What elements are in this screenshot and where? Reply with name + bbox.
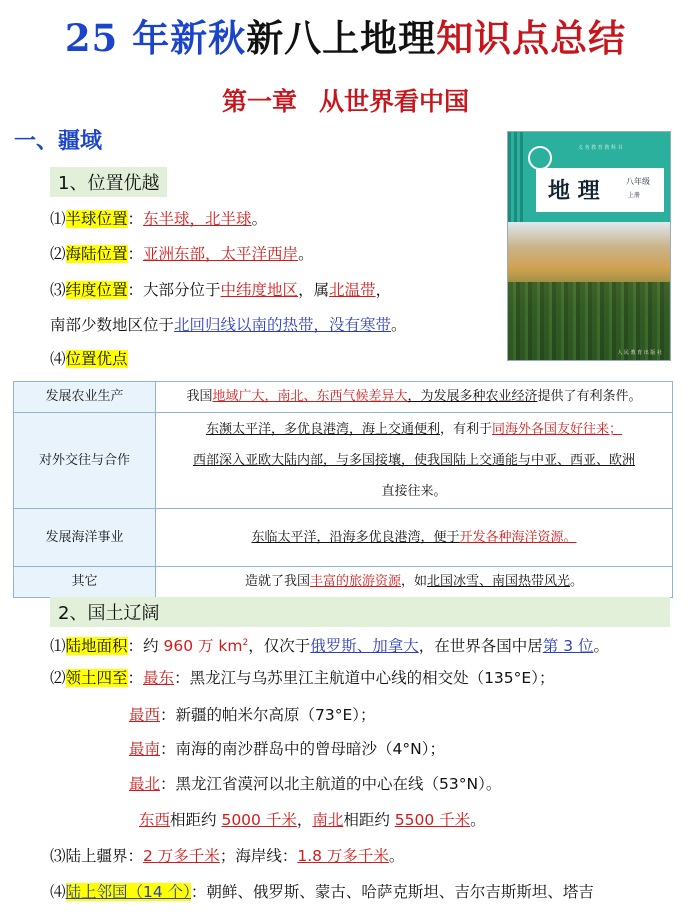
item-northmost: 最北：黑龙江省漠河以北主航道的中心在线（53°N）。 — [129, 775, 502, 793]
item-advantages: ⑷位置优点 — [50, 350, 128, 368]
item-extremes: ⑵领土四至：最东：黑龙江与乌苏里江主航道中心线的相交处（135°E）； — [50, 669, 555, 687]
value-hemisphere: 东半球，北半球 — [143, 210, 252, 228]
key-advantages: 位置优点 — [65, 350, 128, 368]
title-part-1: 25 年新秋 — [64, 16, 247, 60]
book-title: 地 理 — [548, 178, 600, 204]
document-title — [0, 8, 691, 62]
item-hemisphere: ⑴半球位置：东半球，北半球。 — [50, 210, 268, 228]
table-row: 发展海洋事业 东临太平洋，沿海多优良港湾，便于开发各种海洋资源。 — [14, 509, 673, 567]
item-land-area: ⑴陆地面积：约 960 万 $km^2$，仅次于俄罗斯、加拿大，在世界各国中居第 3 位。 — [50, 637, 609, 656]
school-emblem-icon — [528, 146, 552, 170]
table-row: 对外交往与合作 东濒太平洋，多优良港湾，海上交通便利，有利于同海外各国友好往来； 西部深入亚欧大陆内部，与多国接壤，使我国陆上交通能与中亚、西亚、欧洲 直接往来。 — [14, 413, 673, 509]
subheading-location: 1、位置优越 — [50, 167, 167, 197]
item-neighbors: ⑷陆上邻国（14 个）：朝鲜、俄罗斯、蒙古、哈萨克斯坦、吉尔吉斯斯坦、塔吉 — [50, 883, 594, 901]
chapter-name: 从世界看中国 — [319, 87, 470, 116]
key-hemisphere: 半球位置 — [65, 210, 128, 228]
key-latitude: 纬度位置 — [65, 281, 128, 299]
item-latitude-cont: 南部少数地区位于北回归线以南的热带，没有寒带。 — [50, 316, 407, 334]
item-westmost: 最西：新疆的帕米尔高原（73°E）； — [129, 706, 376, 724]
item-borders: ⑶陆上疆界：2 万多千米；海岸线：1.8 万多千米。 — [50, 847, 405, 865]
advantages-table — [13, 381, 673, 598]
item-latitude: ⑶纬度位置：大部分位于中纬度地区，属北温带， — [50, 281, 392, 299]
title-part-3: 知识点总结 — [436, 16, 627, 60]
title-part-2: 新八上地理 — [246, 16, 437, 60]
chapter-heading — [0, 82, 691, 118]
table-row: 其它 造就了我国丰富的旅游资源，如北国冰雪、南国热带风光。 — [14, 567, 673, 598]
item-southmost: 最南：南海的南沙群岛中的曾母暗沙（4°N）； — [129, 740, 445, 758]
item-distances: 东西相距约 5000 千米，南北相距约 5500 千米。 — [139, 811, 486, 829]
subheading-territory: 2、国土辽阔 — [50, 597, 670, 627]
textbook-cover-image: 义 务 教 育 教 科 书 地 理 八年级 上册 人 民 教 育 出 版 社 — [507, 131, 671, 361]
section-heading: 一、疆域 — [14, 129, 103, 154]
table-row: 发展农业生产 我国地域广大，南北、东西气候差异大，为发展多种农业经济提供了有利条件。 — [14, 382, 673, 413]
item-sea-land: ⑵海陆位置：亚洲东部，太平洋西岸。 — [50, 245, 314, 263]
chapter-number: 第一章 — [221, 87, 297, 116]
key-sea-land: 海陆位置 — [65, 245, 128, 263]
value-sea-land: 亚洲东部，太平洋西岸 — [143, 245, 299, 263]
